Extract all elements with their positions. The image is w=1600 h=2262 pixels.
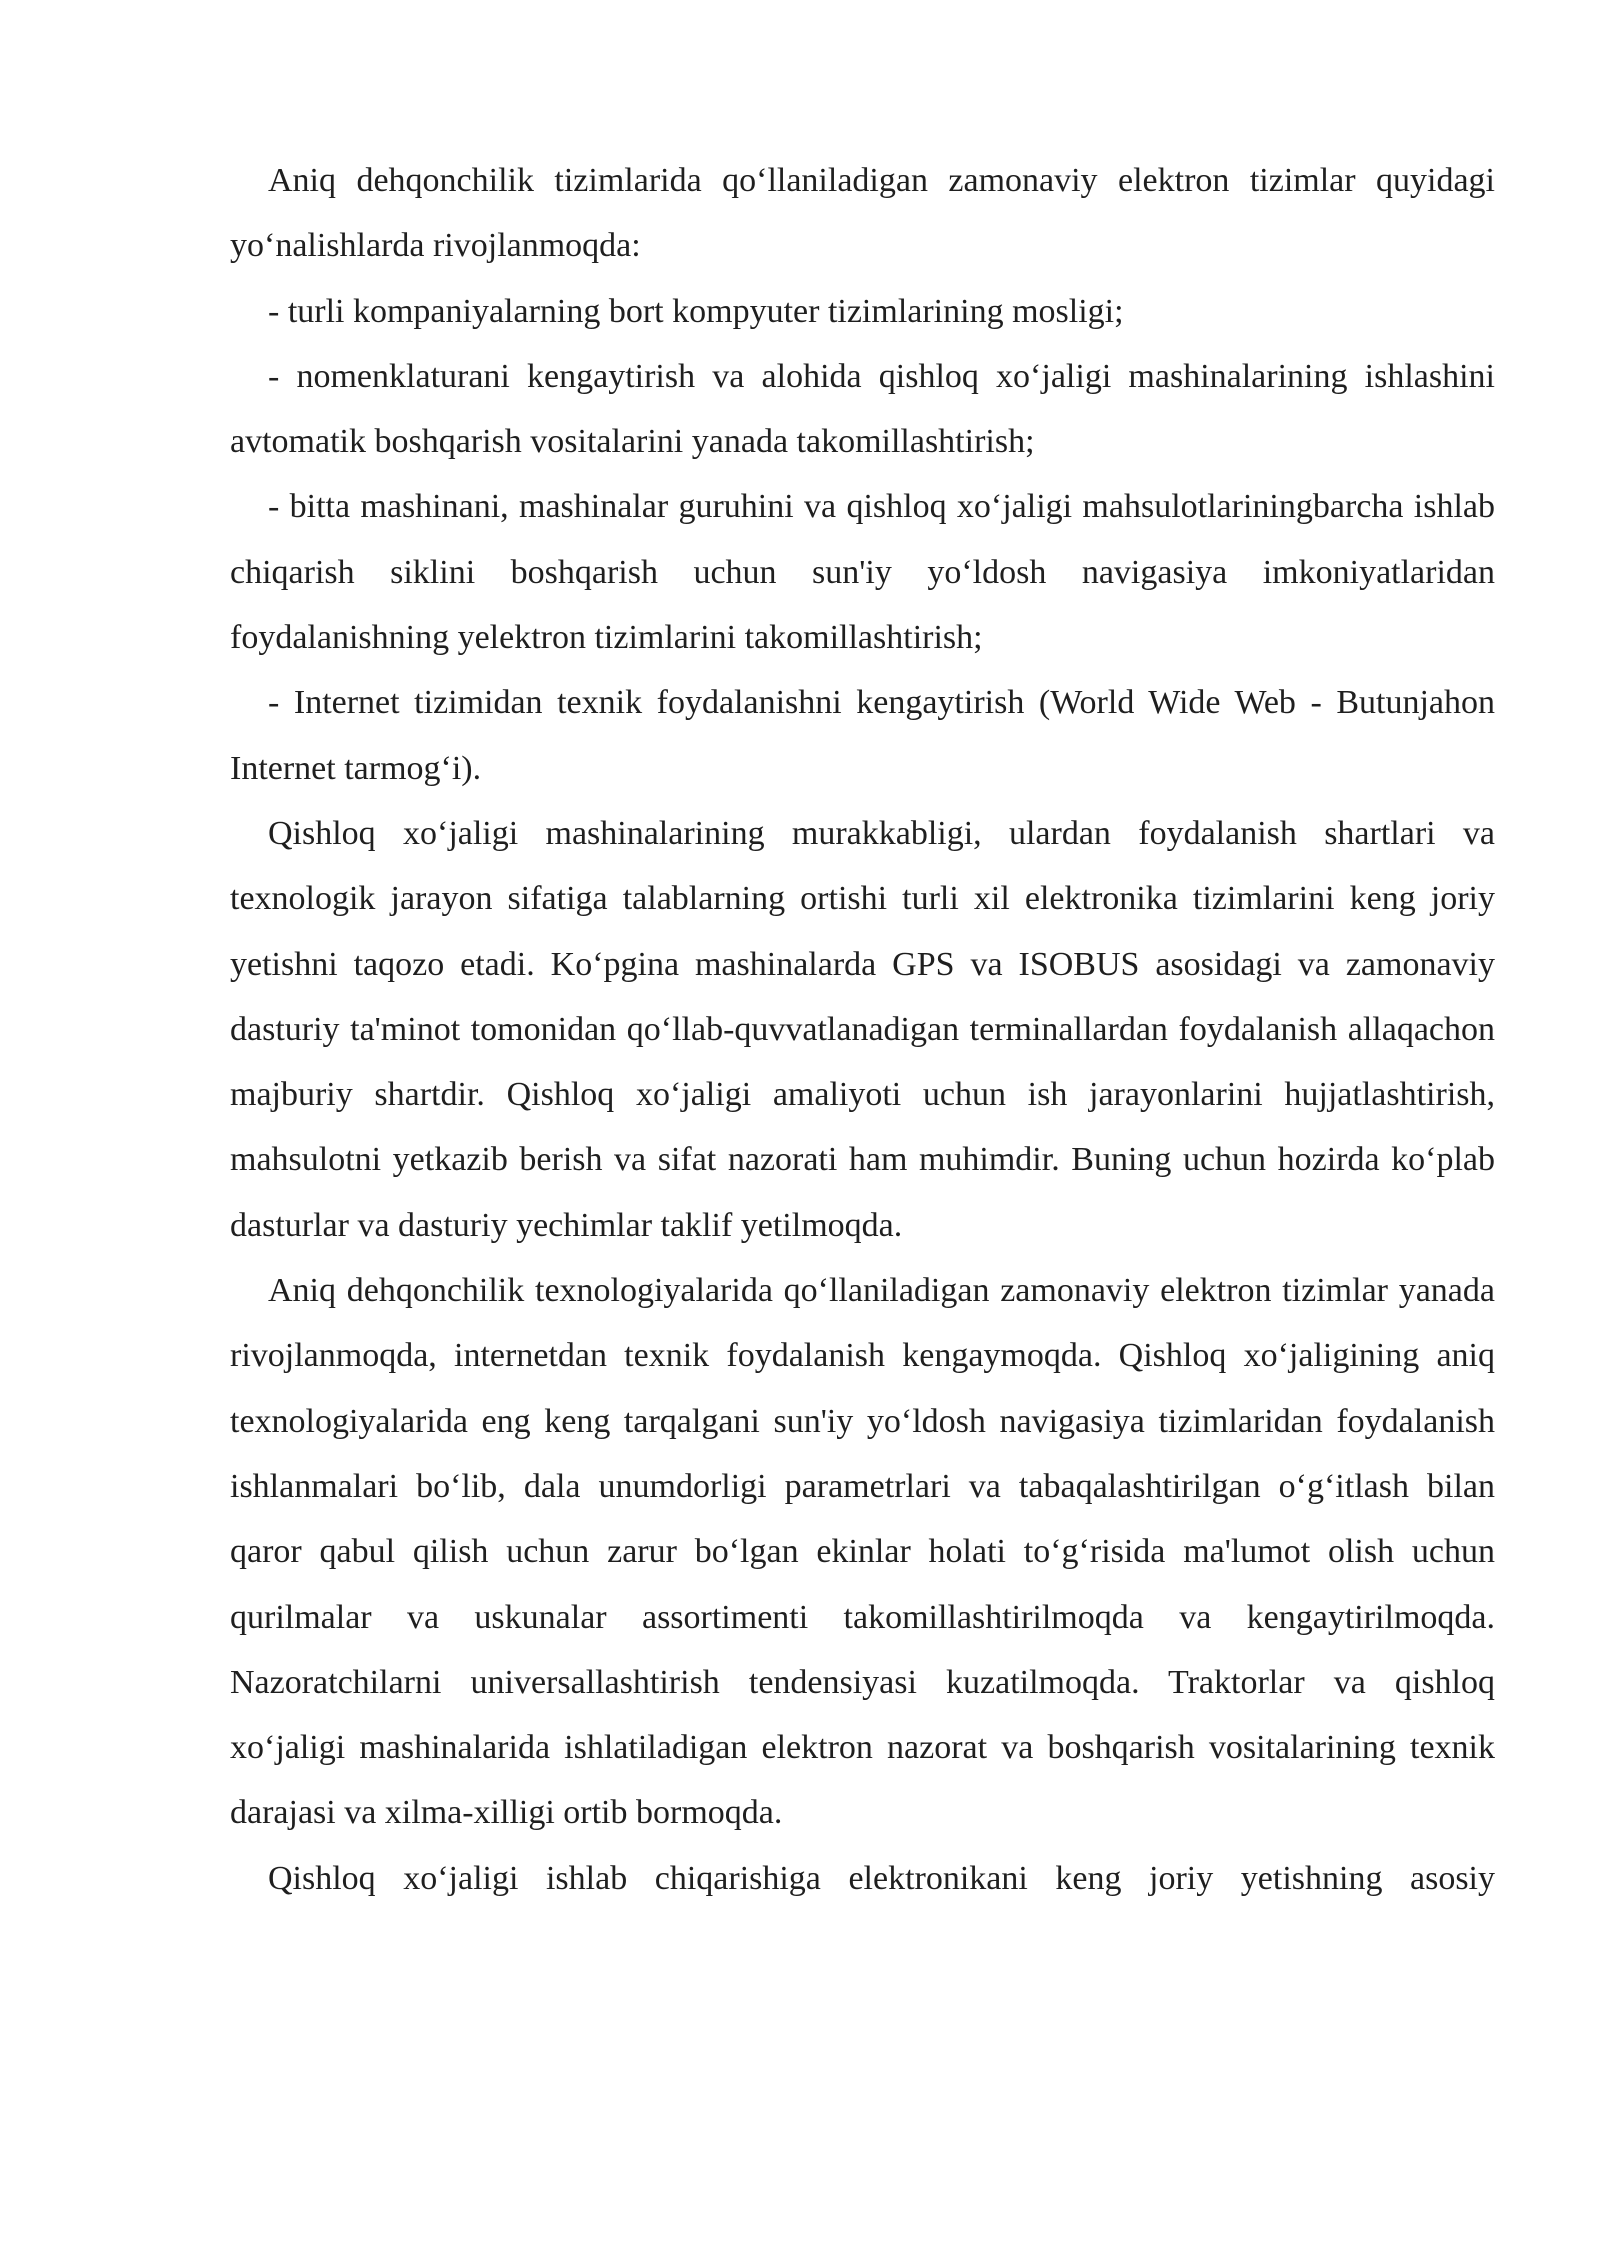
paragraph-precision-technologies: Aniq dehqonchilik texnologiyalarida qo‘llaniladigan zamonaviy elektron tizimlar yanada rivojlanmoqda, internetdan texnik foydalanish kengaymoqda. Qishloq xo‘jaligining aniq texnologiyalarida eng keng tarqalgani sun'iy yo‘ldosh navigasiya tizimlaridan foydalanish ishlanmalari bo‘lib, dala unumdorligi parametrlari va tabaqalashtirilgan o‘g‘itlash bilan qaror qabul qilish uchun zarur bo‘lgan ekinlar holati to‘g‘risida ma'lumot olish uchun qurilmalar va uskunalar assortimenti takomillashtirilmoqda va kengaytirilmoqda. Nazoratchilarni universallashtirish tendensiyasi kuzatilmoqda. Traktorlar va qishloq xo‘jaligi mashinalarida ishlatiladigan elektron nazorat va boshqarish vositalarining texnik darajasi va xilma-xilligi ortib bormoqda.	[230, 1272, 1495, 1832]
list-item-board-computers: - turli kompaniyalarning bort kompyuter tizimlarining mosligi;	[268, 292, 1124, 330]
paragraph-electronics-adoption: Qishloq xo‘jaligi ishlab chiqarishiga elektronikani keng joriy yetishning asosiy	[268, 1859, 1495, 1897]
list-item-satellite-navigation: - bitta mashinani, mashinalar guruhini va qishloq xo‘jaligi mahsulotlariningbarcha ishlab chiqarish siklini boshqarish uchun sun'iy yo‘ldosh navigasiya imkoniyatlaridan foydalanishning yelektron tizimlarini takomillashtirish;	[230, 488, 1495, 657]
paragraph-machine-complexity: Qishloq xo‘jaligi mashinalarining murakkabligi, ulardan foydalanish shartlari va texnologik jarayon sifatiga talablarning ortishi turli xil elektronika tizimlarini keng joriy yetishni taqozo etadi. Ko‘pgina mashinalarda GPS va ISOBUS asosidagi va zamonaviy dasturiy ta'minot tomonidan qo‘llab-quvvatlanadigan terminallardan foydalanish allaqachon majburiy shartdir. Qishloq xo‘jaligi amaliyoti uchun ish jarayonlarini hujjatlashtirish, mahsulotni yetkazib berish va sifat nazorati ham muhimdir. Buning uchun hozirda ko‘plab dasturlar va dasturiy yechimlar taklif yetilmoqda.	[230, 814, 1495, 1244]
list-item-internet: - Internet tizimidan texnik foydalanishni kengaytirish (World Wide Web - Butunjahon Internet tarmog‘i).	[230, 684, 1495, 787]
paragraph-intro: Aniq dehqonchilik tizimlarida qo‘llaniladigan zamonaviy elektron tizimlar quyidagi yo‘nalishlarda rivojlanmoqda:	[230, 162, 1495, 265]
list-item-automatic-control: - nomenklaturani kengaytirish va alohida qishloq xo‘jaligi mashinalarining ishlashini avtomatik boshqarish vositalarini yanada takomillashtirish;	[230, 357, 1495, 461]
document-page	[230, 148, 1495, 1911]
